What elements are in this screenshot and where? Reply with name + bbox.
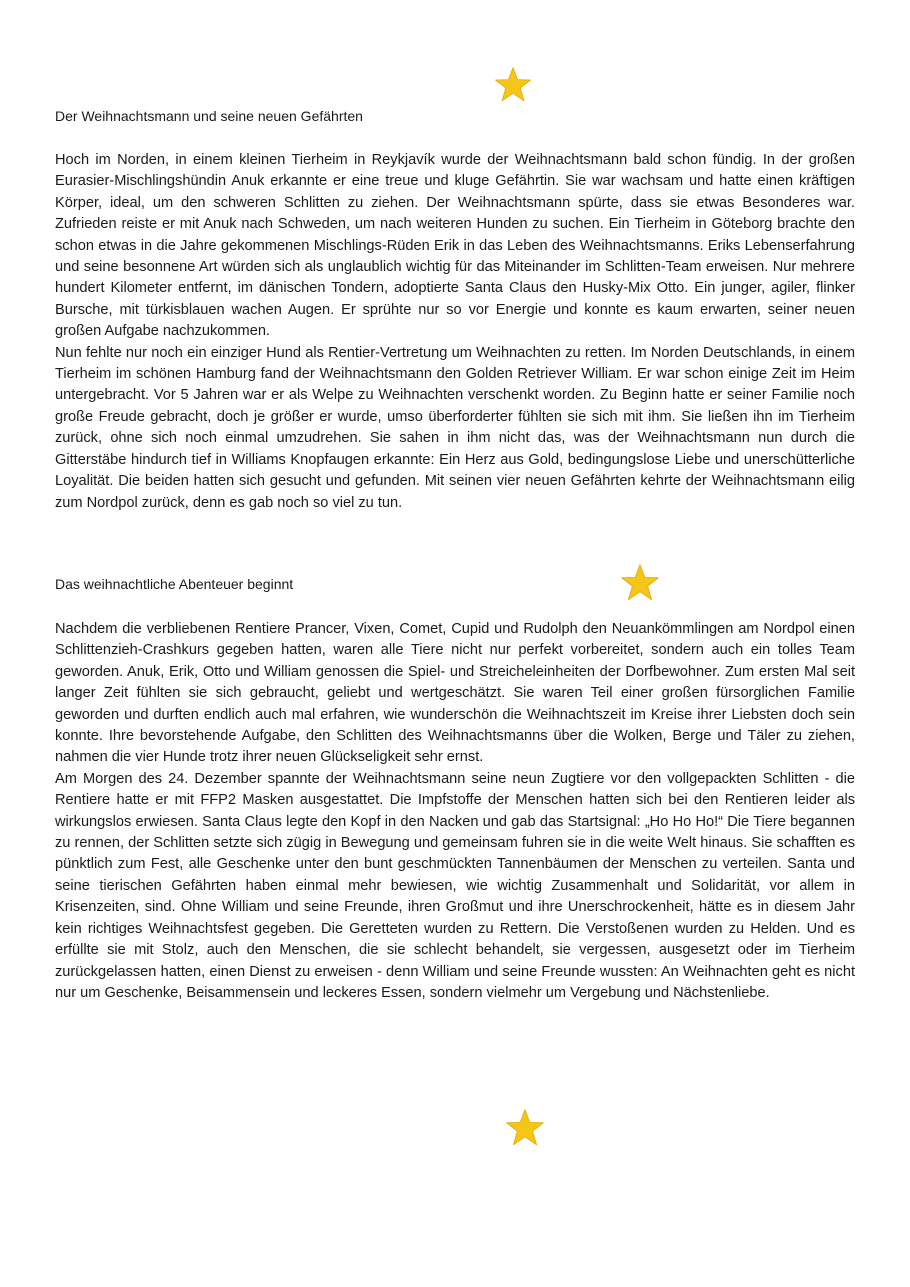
section-body — [55, 619, 855, 1004]
star-icon — [505, 1108, 545, 1148]
section-body — [55, 150, 855, 514]
paragraph: Nun fehlte nur noch ein einziger Hund als Rentier-Vertretung um Weihnachten zu retten. Im Norden Deutschlands, in einem Tierheim im schönen Hamburg fand der Weihnachtsmann den Golden Retriever William. Er war schon einige Zeit im Heim untergebracht. Vor 5 Jahren war er als Welpe zu Weihnachten verschenkt worden. Zu Beginn hatte er seiner Familie noch große Freude gebracht, doch je größer er wurde, umso überforderter fühlten sie sich mit ihm. Sie ließen ihn im Tierheim zurück, ohne sich noch einmal umzudrehen. Sie sahen in ihm nicht das, was der Weihnachtsmann nun durch die Gitterstäbe hindurch tief in Williams Knopfaugen erkannte: Ein Herz aus Gold, bedingungslose Liebe und unerschütterliche Loyalität. Die beiden hatten sich gesucht und gefunden. Mit seinen vier neuen Gefährten kehrte der Weihnachtsmann eilig zum Nordpol zurück, denn es gab noch so viel zu tun. — [55, 344, 855, 511]
section-heading: Das weihnachtliche Abenteuer beginnt — [55, 576, 294, 592]
paragraph: Am Morgen des 24. Dezember spannte der Weihnachtsmann seine neun Zugtiere vor den vollgepackten Schlitten - die Rentiere hatte er mit FFP2 Masken ausgestattet. Die Impfstoffe der Menschen hatten sich bei den Rentieren leider als wirkungslos erwiesen. Santa Claus legte den Kopf in den Nacken und gab das Startsignal: „Ho Ho Ho!“ Die Tiere begannen zu rennen, der Schlitten setzte sich zügig in Bewegung und gemeinsam fuhren sie in die weite Welt hinaus. Sie schafften es pünktlich zum Fest, alle Geschenke unter den bunt geschmückten Tannenbäumen der Menschen zu verteilen. Santa und seine tierischen Gefährten haben einmal mehr bewiesen, wie wichtig Zusammenhalt und Solidarität, vor allem in Krisenzeiten, sind. Ohne William und seine Freunde, ihren Großmut und ihre Unerschrockenheit, hätte es in diesem Jahr kein richtiges Weihnachtsfest gegeben. Die Geretteten wurden zu Rettern. Die Verstoßenen wurden zu Helden. Und es erfüllte sie mit Stolz, auch den Menschen, die sie schlecht behandelt, sie vergessen, ausgesetzt oder im Tierheim zurückgelassen hatten, einen Dienst zu erweisen - denn William und seine Freunde wussten: An Weihnachten geht es nicht nur um Geschenke, Beisammensein und leckeres Essen, sondern vielmehr um Vergebung und Nächstenliebe. — [55, 770, 855, 1001]
star-icon — [620, 563, 660, 603]
paragraph: Nachdem die verbliebenen Rentiere Prancer, Vixen, Comet, Cupid und Rudolph den Neuankömmlingen am Nordpol einen Schlittenzieh-Crashkurs gegeben hatten, waren alle Tiere nicht nur perfekt vorbereitet, sondern auch ein tolles Team geworden. Anuk, Erik, Otto und William genossen die Spiel- und Streicheleinheiten der Dorfbewohner. Zum ersten Mal seit langer Zeit fühlten sie sich gebraucht, geliebt und wertgeschätzt. Sie waren Teil einer großen fürsorglichen Familie geworden und durften endlich auch mal erfahren, wie wunderschön die Weihnachtszeit im Kreise ihrer Liebsten doch sein konnte. Ihre bevorstehende Aufgabe, den Schlitten des Weihnachtsmanns über die Wolken, Berge und Täler zu ziehen, nahmen die vier Hunde trotz ihrer neuen Glückseligkeit sehr ernst. — [55, 621, 855, 766]
star-icon — [494, 66, 532, 104]
section-heading: Der Weihnachtsmann und seine neuen Gefährten — [55, 108, 363, 124]
paragraph: Hoch im Norden, in einem kleinen Tierheim in Reykjavík wurde der Weihnachtsmann bald schon fündig. In der großen Eurasier-Mischlingshündin Anuk erkannte er eine treue und kluge Gefährtin. Sie war wachsam und hatte einen kräftigen Körper, ideal, um den schweren Schlitten zu ziehen. Der Weihnachtsmann spürte, dass sie etwas Besonderes war. Zufrieden reiste er mit Anuk nach Schweden, um nach weiteren Hunden zu suchen. Ein Tierheim in Göteborg brachte den schon etwas in die Jahre gekommenen Mischlings-Rüden Erik in das Leben des Weihnachtsmanns. Eriks Lebenserfahrung und seine besonnene Art würden sich als unglaublich wichtig für das Miteinander im Schlitten-Team erweisen. Nur mehrere hundert Kilometer entfernt, im dänischen Tondern, adoptierte Santa Claus den Husky-Mix Otto. Ein junger, agiler, flinker Bursche, mit türkisblauen wachen Augen. Er sprühte nur so vor Energie und konnte es kaum erwarten, seiner neuen großen Aufgabe nachzukommen. — [55, 152, 855, 340]
